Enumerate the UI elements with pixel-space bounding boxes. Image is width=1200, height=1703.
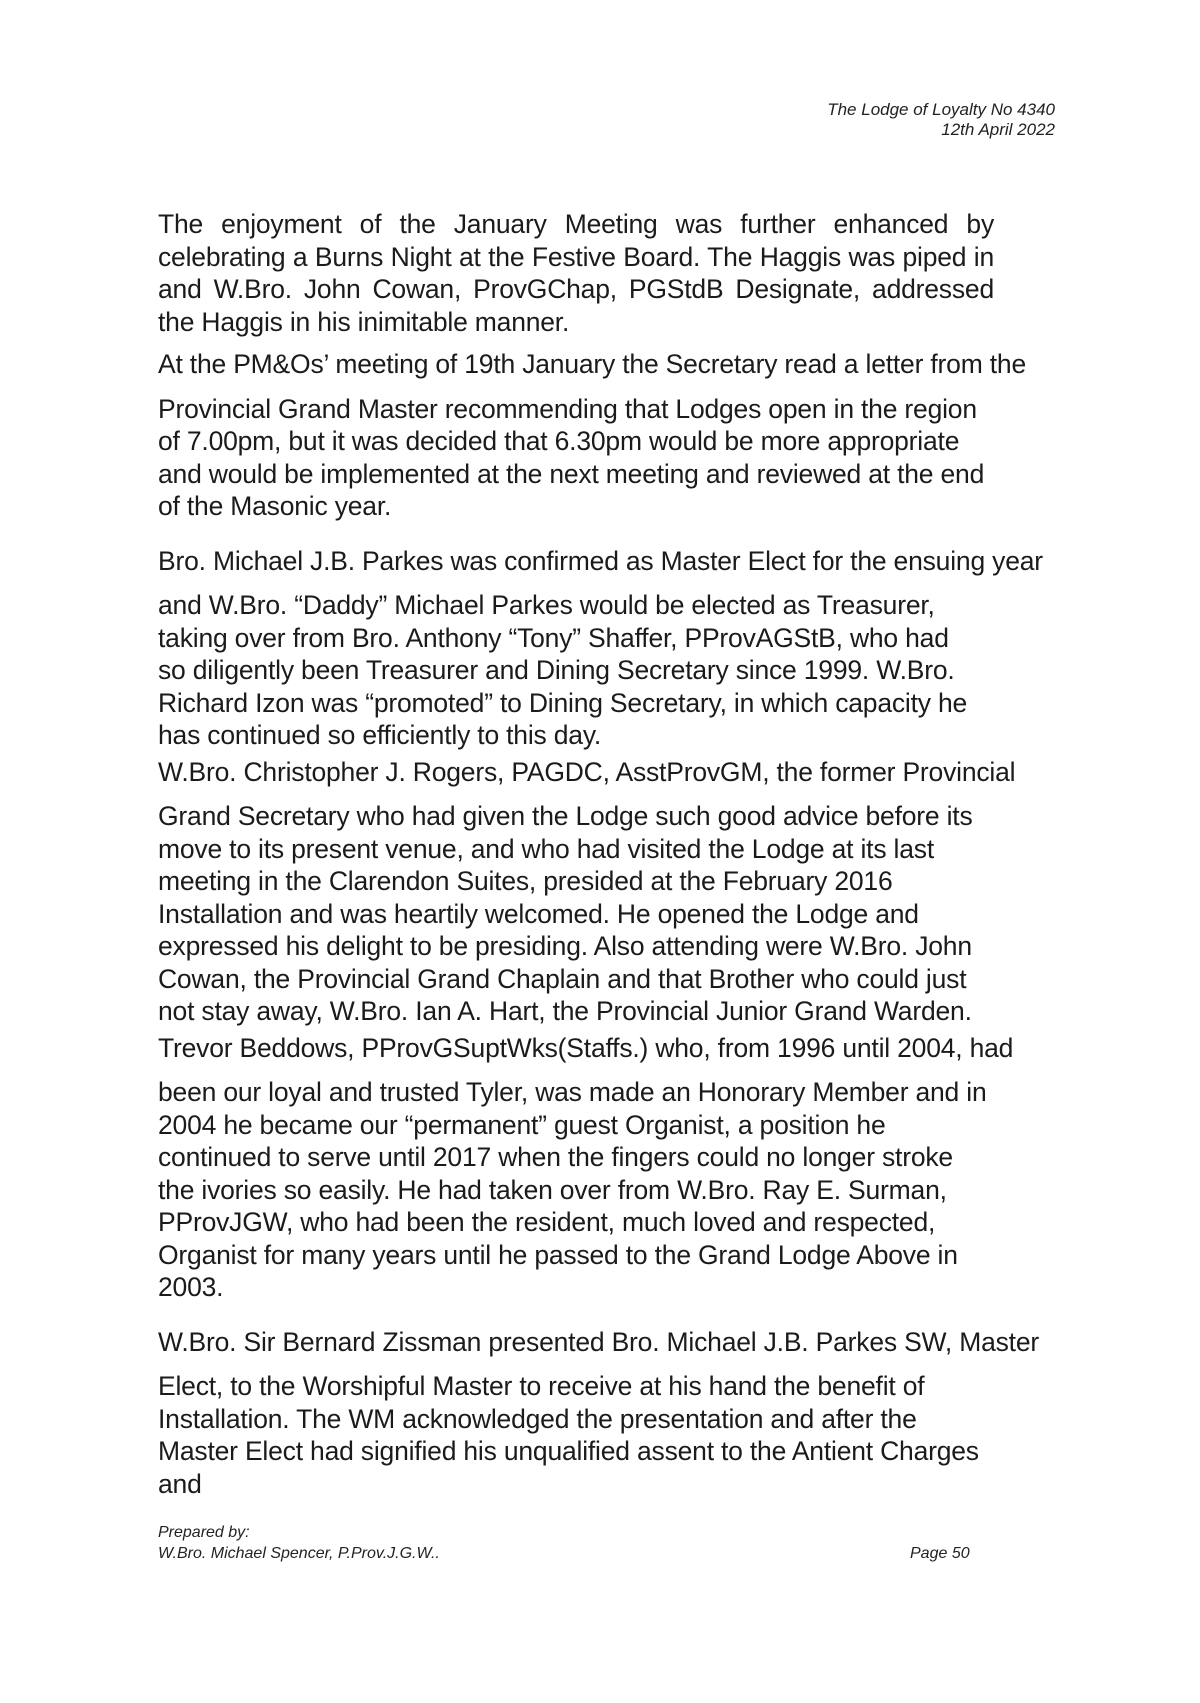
page-header: [827, 100, 1055, 140]
header-date: 12th April 2022: [941, 120, 1055, 139]
footer-prepared-by: [158, 1522, 440, 1564]
paragraph-organist-lead: Trevor Beddows, PProvGSuptWks(Staffs.) who, from 1996 until 2004, had: [158, 1032, 1014, 1063]
paragraph-pmos-meeting: Provincial Grand Master recommending that Lodges open in the region of 7.00pm, but it was decided that 6.30pm would be more appropriate and would be implemented at the next meeting and reviewed at the end of the Masonic year.: [158, 393, 985, 521]
paragraph-organist: been our loyal and trusted Tyler, was made an Honorary Member and in 2004 he became our “permanent” guest Organist, a position he continued to serve until 2017 when the fingers could no longer stroke the ivories so easily. He had taken over from W.Bro. Ray E. Surman, PProvJGW, who had been the resident, much loved and respected, Organist for many years until he passed to the Grand Lodge Above in 2003.: [158, 1077, 987, 1302]
paragraph-burns-night: The enjoyment of the January Meeting was further enhanced by celebrating a Burns Night at the Festive Board. The Haggis was piped in and W.Bro. John Cowan, ProvGChap, PGStdB Designate, addressed the Haggis in his inimitable manner.: [158, 209, 994, 337]
page-number: Page 50: [910, 1545, 970, 1562]
paragraph-presentation: Elect, to the Worshipful Master to receive at his hand the benefit of Installation. The WM acknowledged the presentation and after the Master Elect had signified his unqualified assent to the Antient Charges and: [158, 1371, 979, 1499]
document-body: [158, 208, 1078, 1500]
paragraph-treasurer: and W.Bro. “Daddy” Michael Parkes would be elected as Treasurer, taking over from Bro. Anthony “Tony” Shaffer, PProvAGStB, who had so diligently been Treasurer and Dining Secretary since 1999. W.Bro. Richard Izon was “promoted” to Dining Secretary, in which capacity he has continued so efficiently to this day.: [158, 590, 968, 750]
footer-prepared-label: Prepared by:: [158, 1524, 250, 1541]
header-lodge-name: The Lodge of Loyalty No 4340: [827, 100, 1055, 119]
paragraph-installation-visitor-lead: W.Bro. Christopher J. Rogers, PAGDC, AsstProvGM, the former Provincial: [158, 756, 1016, 787]
paragraph-presentation-lead: W.Bro. Sir Bernard Zissman presented Bro. Michael J.B. Parkes SW, Master: [158, 1326, 1040, 1357]
paragraph-master-elect-lead: Bro. Michael J.B. Parkes was confirmed as Master Elect for the ensuing year: [158, 545, 1043, 576]
paragraph-installation-visitor: Grand Secretary who had given the Lodge such good advice before its move to its present venue, and who had visited the Lodge at its last meeting in the Clarendon Suites, presided at the February 2016 Installation and was heartily welcomed. He opened the Lodge and expressed his delight to be presiding. Also attending were W.Bro. John Cowan, the Provincial Grand Chaplain and that Brother who could just not stay away, W.Bro. Ian A. Hart, the Provincial Junior Grand Warden.: [158, 801, 973, 1026]
paragraph-pmos-meeting-lead: At the PM&Os’ meeting of 19th January the Secretary read a letter from the: [158, 349, 1026, 379]
footer-author: W.Bro. Michael Spencer, P.Prov.J.G.W..: [158, 1545, 440, 1562]
